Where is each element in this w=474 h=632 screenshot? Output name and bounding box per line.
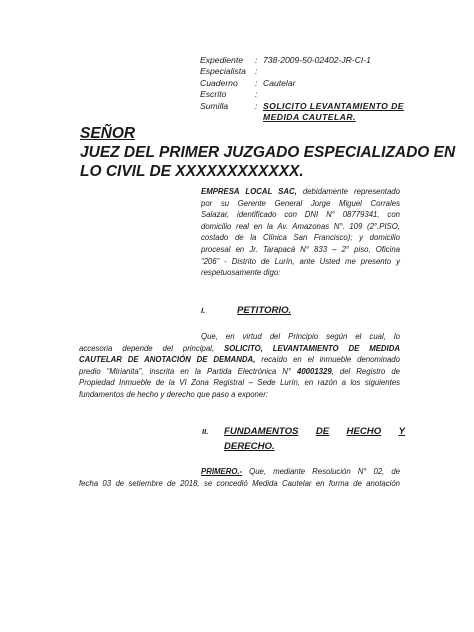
line-text: , del Registro de	[331, 366, 400, 376]
header-label: Sumilla	[200, 100, 229, 111]
header-row-cuaderno	[200, 78, 404, 89]
header-separator: :	[255, 77, 258, 88]
line-text: predio “Mirianita”, inscrita en la Partida Electrónica N°	[79, 366, 297, 376]
paragraph-line	[79, 466, 400, 478]
paragraph-line: domicilio real en la Av. Amazonas N°. 109 (2°.PISO,	[201, 221, 400, 231]
addressee	[80, 124, 456, 181]
paragraph-line: costado de la Clínica San Francisco); y domicilio	[201, 233, 400, 243]
section-title-continuation: DERECHO.	[224, 441, 275, 452]
sumilla-value: SOLICITO LEVANTAMIENTO DE	[263, 100, 404, 111]
primero-label: PRIMERO.-	[201, 467, 243, 476]
paragraph-line: Salazar, identificado con DNI N° 08779341, con	[201, 210, 400, 220]
bold-text: SOLICITO, LEVANTAMIENTO DE MEDIDA	[223, 343, 400, 353]
header-value: 738-2009-50-02402-JR-CI-1	[263, 55, 371, 65]
paragraph-line: respetuosamente digo:	[201, 268, 281, 278]
line-text: recaído en el inmueble denominado	[255, 355, 400, 365]
company-name: EMPRESA LOCAL SAC,	[201, 187, 297, 196]
case-header	[200, 55, 404, 123]
header-row-sumilla	[200, 101, 404, 112]
addressee-title: SEÑOR	[80, 125, 136, 142]
line-text: accesoria depende del principal,	[79, 343, 224, 353]
header-row-especialista	[200, 66, 404, 77]
header-row-escrito	[200, 89, 404, 100]
line-text: Que, mediante Resolución N° 02, de	[242, 467, 400, 476]
header-row-expediente	[200, 55, 404, 66]
header-separator: :	[255, 55, 258, 65]
title-word: HECHO	[346, 426, 382, 437]
header-label: Especialista	[200, 66, 246, 77]
paragraph-line	[79, 354, 400, 366]
bold-text: CAUTELAR DE ANOTACIÓN DE DEMANDA,	[79, 355, 256, 365]
section-title	[224, 424, 405, 439]
header-label: Cuaderno	[200, 77, 238, 88]
paragraph-line: fecha 03 de setiembre de 2018, se concedió Medida Cautelar en forma de anotación	[79, 478, 400, 488]
addressee-line: JUEZ DEL PRIMER JUZGADO ESPECIALIZADO EN	[80, 144, 456, 161]
header-separator: :	[255, 89, 258, 100]
paragraph-line: “206” - Distrito de Lurín, ante Usted me presento y	[201, 256, 400, 266]
title-word: FUNDAMENTOS	[224, 426, 299, 437]
paragraph-line: procesal en Jr. Tarapacá N° 833 – 2° piso, Oficina	[201, 244, 400, 254]
paragraph-line: Propiedad Inmueble de la VI Zona Registral – Sede Lurín, en razón a los siguientes	[79, 378, 400, 388]
paragraph-line	[79, 343, 400, 355]
heading-row	[202, 424, 405, 439]
petitorio-paragraph	[79, 331, 400, 401]
header-label: Expediente	[200, 55, 244, 65]
section-number: I.	[201, 306, 206, 315]
line-text: debidamente representado	[296, 187, 400, 196]
primero-paragraph	[79, 466, 400, 489]
paragraph-line: Que, en virtud del Principio según el cual, lo	[201, 332, 400, 341]
title-word: DE	[315, 426, 330, 437]
section-number: II.	[202, 427, 209, 436]
header-value: Cautelar	[263, 77, 296, 88]
section-title: PETITORIO.	[237, 305, 292, 316]
bold-text: 40001329	[297, 366, 332, 376]
sumilla-continuation: MEDIDA CAUTELAR.	[263, 112, 356, 123]
section-fundamentos-heading	[202, 424, 405, 454]
intro-paragraph	[201, 186, 400, 279]
paragraph-line	[79, 366, 400, 378]
section-petitorio-heading	[201, 304, 291, 319]
paragraph-line: por su Gerente General Jorge Miguel Corrales	[201, 198, 400, 208]
header-separator: :	[255, 100, 258, 111]
header-label: Escrito	[200, 89, 227, 100]
paragraph-line	[201, 186, 400, 198]
header-separator: :	[255, 66, 258, 77]
paragraph-line: fundamentos de hecho y derecho que paso a exponer:	[79, 389, 268, 399]
addressee-line: LO CIVIL DE XXXXXXXXXXXX.	[80, 163, 304, 180]
title-word: Y	[398, 426, 405, 437]
